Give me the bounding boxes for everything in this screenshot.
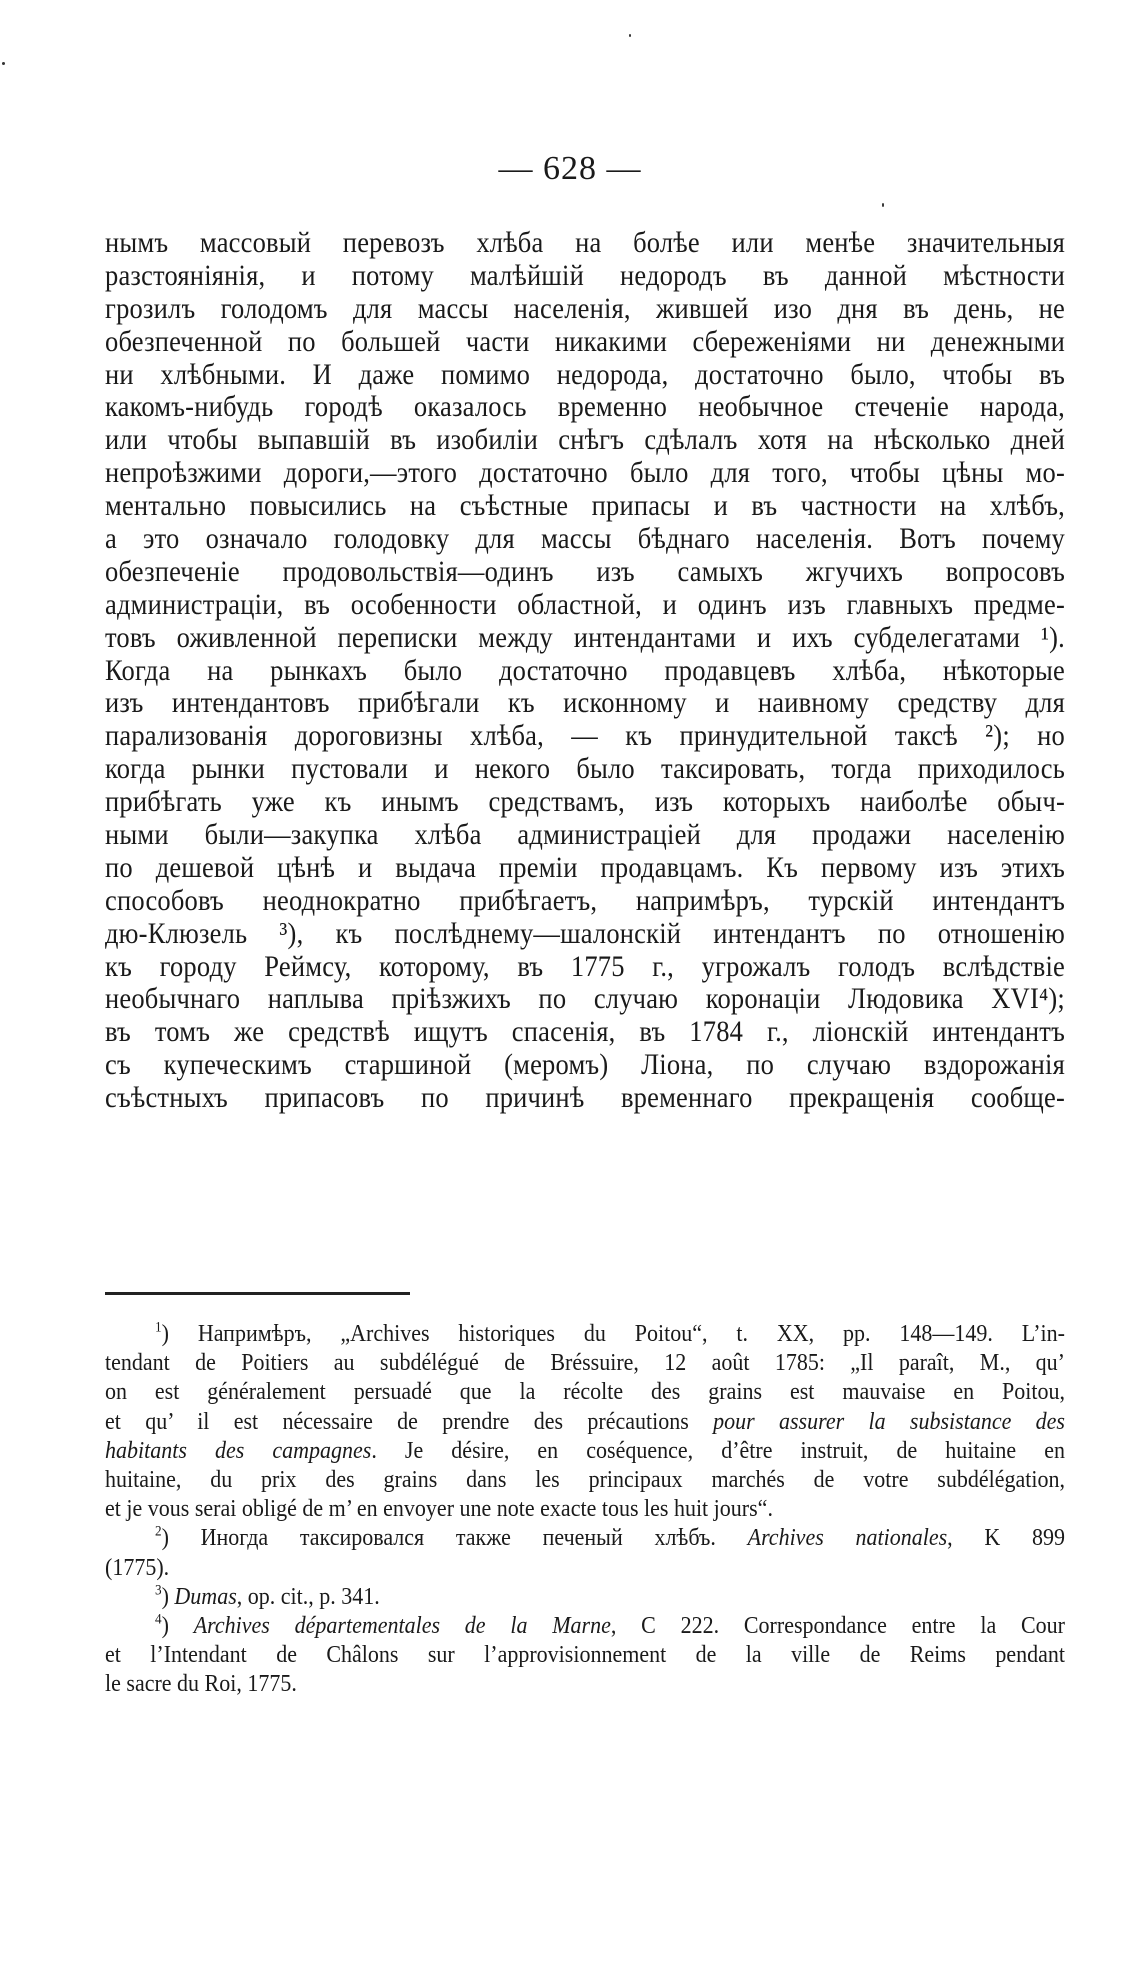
body-line: администрацiи, въ особенности областной, и одинъ изъ главныхъ предме- [105, 586, 1065, 621]
footnote-text: et qu’ il est nécessaire de prendre des précautions [105, 1406, 714, 1435]
footnote-line [105, 1375, 1065, 1408]
footnote-line [105, 1433, 1065, 1466]
body-line: или чтобы выпавшiй въ изобилiи снѣгъ сдѣлалъ хотя на нѣсколько дней [105, 422, 1065, 457]
footnotes-section [105, 1318, 1065, 1697]
footnote-line: $^3$) Dumas, op. cit., p. 341. [155, 1580, 380, 1610]
body-line: прибѣгать уже къ инымъ средствамъ, изъ которыхъ наиболѣе обыч- [105, 784, 1065, 818]
body-line: ными были—закупка хлѣба администрацiей для продажи населенiю [105, 817, 1065, 851]
body-line: когда рынки пустовали и некого было таксировать, тогда приходилось [105, 751, 1065, 785]
scan-speck [882, 203, 884, 207]
footnote-separator-rule [105, 1292, 410, 1295]
footnote-text: le sacre du Roi, 1775. [105, 1668, 297, 1697]
footnote-text: , K 899 [947, 1522, 1065, 1551]
body-line: Когда на рынкахъ было достаточно продавцевъ хлѣба, нѣкоторые [105, 652, 1065, 687]
body-line: ни хлѣбными. И даже помимо недорода, достаточно было, чтобы въ [105, 356, 1065, 391]
footnote-line [105, 1550, 1065, 1583]
footnote-text: (1775). [105, 1551, 170, 1580]
body-line: въ томъ же средствѣ ищутъ спасенiя, въ 1784 г., лiонскiй интендантъ [105, 1014, 1065, 1049]
body-line: способовъ неоднократно прибѣгаетъ, напримѣръ, турскiй интендантъ [105, 882, 1065, 917]
body-line: изъ интендантовъ прибѣгали къ исконному и наивному средству для [105, 685, 1065, 720]
footnote-marker: 2 [155, 1522, 162, 1540]
footnote-text: et l’Intendant de Châlons sur l’approvisionnement de la ville de Reims pendant [105, 1639, 1065, 1668]
footnote-text: Иногда таксировался также печеный хлѣбъ. [200, 1522, 748, 1551]
body-line: по дешевой цѣнѣ и выдача премiи продавцамъ. Къ первому изъ этихъ [105, 850, 1065, 884]
footnote-italic-citation: pour assurer la subsistance des [713, 1406, 1065, 1435]
body-line: товъ оживленной переписки между интендантами и ихъ субделегатами ¹). [105, 619, 1065, 654]
body-line: грозилъ голодомъ для массы населенiя, жившей изо дня въ день, не [105, 290, 1065, 325]
page-number: — 628 — [498, 150, 642, 187]
footnote-text: Напримѣръ, „Archives historiques du Poitou“, t. XX, pp. 148—149. L’in- [197, 1318, 1065, 1347]
scan-speck [2, 62, 5, 65]
body-line: съѣстныхъ припасовъ по причинѣ временнаго прекращенiя сообще- [105, 1080, 1065, 1114]
body-line: къ городу Реймсу, которому, въ 1775 г., угрожалъ голодъ вслѣдствiе [105, 948, 1065, 983]
footnote-italic-citation: Dumas [174, 1581, 237, 1610]
footnote-text: , op. cit., p. 341. [236, 1581, 380, 1610]
footnote-italic-citation: Archives nationales [747, 1522, 948, 1551]
footnote-line [105, 1637, 1065, 1670]
body-line: непроѣзжими дороги,—этого достаточно было для того, чтобы цѣны мо- [105, 455, 1065, 489]
footnote-line: $^1$) Напримѣръ, „Archives historiques du Poitou“, t. XX, pp. 148—149. L’in- [155, 1318, 1065, 1347]
footnote-line [105, 1462, 1065, 1495]
body-line: нымъ массовый перевозъ хлѣба на болѣе или менѣе значительныя [105, 225, 1065, 259]
footnote-text: on est généralement persuadé que la récolte des grains est mauvaise en Poitou, [105, 1376, 1065, 1405]
footnote-text: huitaine, du prix des grains dans les principaux marchés de votre subdélégation, [105, 1464, 1065, 1493]
footnote-text: et je vous serai obligé de m’ en envoyer une note exacte tous les huit jours“. [105, 1493, 773, 1522]
scan-speck [629, 34, 631, 37]
footnote-text: , C 222. Correspondance entre la Cour [610, 1610, 1066, 1639]
footnote-italic-citation: Archives départementales de la Marne [193, 1610, 611, 1639]
body-line: обезпеченной по большей части никакими сбереженiями ни денежными [105, 323, 1065, 358]
body-line: дю-Клюзель ³), къ послѣднему—шалонскiй интендантъ по отношенiю [105, 915, 1065, 950]
body-line: разстоянiянiя, и потому малѣйшiй недородъ въ данной мѣстности [105, 258, 1065, 292]
footnote-line [105, 1404, 1065, 1437]
footnote-line [105, 1666, 1065, 1699]
body-line: необычнаго наплыва прiѣзжихъ по случаю коронацiи Людовика XVI⁴); [105, 981, 1065, 1016]
body-line: ментально повысились на съѣстные припасы и въ частности на хлѣбъ, [105, 488, 1065, 522]
body-line: съ купеческимъ старшиной (меромъ) Лiона, по случаю вздорожанiя [105, 1047, 1065, 1082]
footnote-marker: 4 [155, 1609, 162, 1627]
body-line: обезпеченiе продовольствiя—одинъ изъ самыхъ жгучихъ вопросовъ [105, 554, 1065, 588]
main-body-text [105, 226, 1065, 1114]
footnote-line [105, 1491, 1065, 1524]
footnote-marker: 3 [155, 1580, 162, 1598]
footnote-text: . Je désire, en coséquence, d’être instruit, de huitaine en [371, 1435, 1066, 1464]
footnote-line: $^2$) Иногда таксировался также печеный хлѣбъ. Archives nationales, K 899 [155, 1522, 1065, 1551]
body-line: какомъ-нибудь городѣ оказалось временно необычное стеченiе народа, [105, 389, 1065, 424]
footnote-marker: 1 [155, 1318, 162, 1335]
footnote-italic-citation: habitants des campagnes [105, 1435, 372, 1464]
footnote-text: tendant de Poitiers au subdélégué de Bréssuire, 12 août 1785: „Il paraît, M., qu’ [105, 1347, 1065, 1376]
body-line: а это означало голодовку для массы бѣднаго населенiя. Вотъ почему [105, 521, 1065, 555]
footnote-line: $^4$) Archives départementales de la Marne, C 222. Correspondance entre la Cour [155, 1609, 1066, 1639]
footnote-line [105, 1345, 1065, 1378]
body-line: парализованiя дороговизны хлѣба, — къ принудительной таксѣ ²); но [105, 718, 1065, 753]
